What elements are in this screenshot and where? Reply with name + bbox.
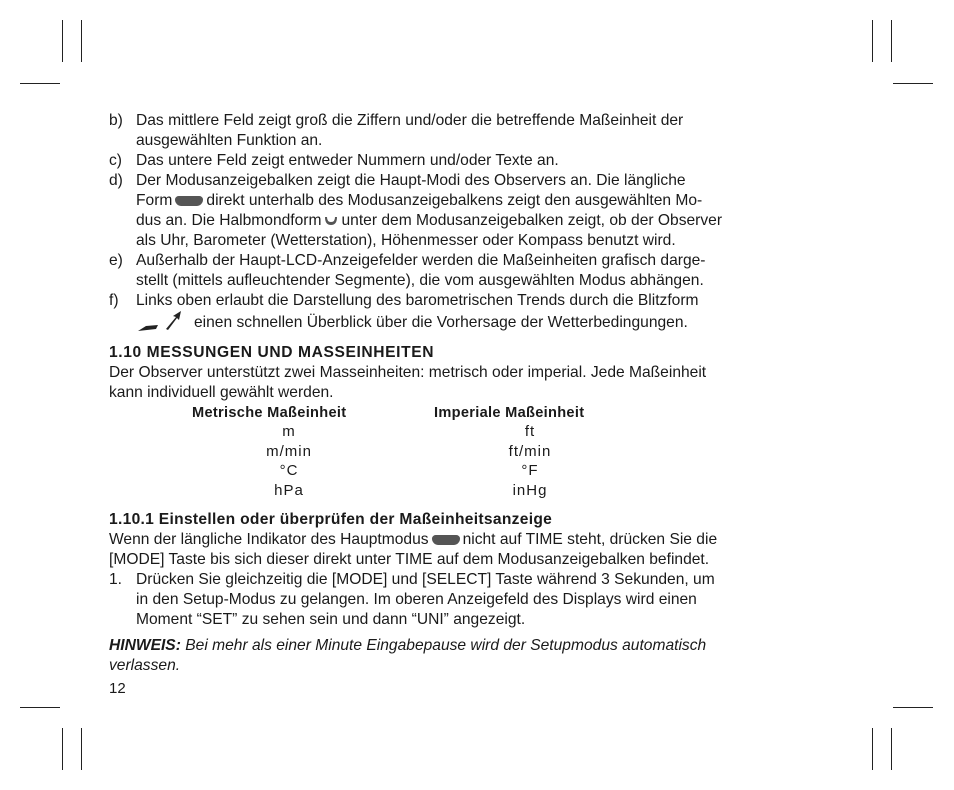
text-line: als Uhr, Barometer (Wetterstation), Höhenmesser oder Kompass benutzt wird. <box>136 232 676 249</box>
section-title: 1.10 MESSUNGEN UND MASSEINHEITEN <box>109 344 435 361</box>
crop-mark <box>62 728 63 770</box>
step-item-1 <box>109 570 806 630</box>
text-span: nicht auf TIME steht, drücken Sie die <box>462 531 718 548</box>
text-line: Außerhalb der Haupt-LCD-Anzeigefelder werden die Maßeinheiten grafisch darge- <box>136 252 706 269</box>
note-line <box>109 636 806 656</box>
text-span: Form <box>136 192 173 209</box>
text-line: Links oben erlaubt die Darstellung des barometrischen Trends durch die Blitzform <box>136 292 699 309</box>
text-line: Moment “SET” zu sehen sein und dann “UNI” angezeigt. <box>136 611 526 628</box>
note-line: verlassen. <box>109 657 181 674</box>
mode-indicator-pill-icon <box>432 535 460 545</box>
paragraph-line <box>109 530 806 550</box>
text-span: dus an. Die Halbmondform <box>136 212 322 229</box>
paragraph-line: kann individuell gewählt werden. <box>109 384 334 401</box>
imperial-column <box>470 422 590 500</box>
crop-mark <box>891 728 892 770</box>
crop-mark <box>81 728 82 770</box>
text-line: in den Setup-Modus zu gelangen. Im oberen Anzeigefeld des Displays wird einen <box>136 591 697 608</box>
crop-mark <box>893 707 933 708</box>
metric-header: Metrische Maßeinheit <box>192 405 347 421</box>
barometric-trend-arrow-icon <box>136 311 188 333</box>
crop-mark <box>20 707 60 708</box>
crop-mark <box>62 20 63 62</box>
mode-indicator-pill-icon <box>175 196 203 206</box>
list-item-b <box>109 111 806 151</box>
list-item-f <box>109 291 806 333</box>
metric-unit: m <box>282 423 296 440</box>
imperial-unit: °F <box>521 462 539 479</box>
text-line: Das mittlere Feld zeigt groß die Ziffern und/oder die betreffende Maßeinheit der <box>136 112 684 129</box>
imperial-unit: ft/min <box>508 442 552 460</box>
text-line: Der Modusanzeigebalken zeigt die Haupt-Modi des Observers an. Die längliche <box>136 172 686 189</box>
half-moon-icon <box>324 216 338 226</box>
metric-column <box>229 422 349 500</box>
text-line <box>136 311 806 333</box>
page-number: 12 <box>109 680 126 697</box>
text-line: ausgewählten Funktion an. <box>136 132 323 149</box>
crop-mark <box>872 728 873 770</box>
paragraph-line: Der Observer unterstützt zwei Masseinheiten: metrisch oder imperial. Jede Maßeinheit <box>109 364 707 381</box>
text-line: Drücken Sie gleichzeitig die [MODE] und [SELECT] Taste während 3 Sekunden, um <box>136 571 715 588</box>
metric-unit: m/min <box>266 442 312 460</box>
list-label: d) <box>109 172 123 189</box>
text-span: Wenn der längliche Indikator des Hauptmodus <box>109 531 429 548</box>
imperial-unit: ft <box>524 423 536 440</box>
subsection-title: 1.10.1 Einstellen oder überprüfen der Maßeinheitsanzeige <box>109 511 553 528</box>
note-text: Bei mehr als einer Minute Eingabepause wird der Setupmodus automatisch <box>185 637 707 654</box>
units-table <box>109 403 806 499</box>
text-line <box>136 191 806 211</box>
imperial-unit: inHg <box>512 481 548 499</box>
list-item-e <box>109 251 806 291</box>
list-label: e) <box>109 252 123 269</box>
imperial-header: Imperiale Maßeinheit <box>434 405 585 421</box>
text-span: unter dem Modusanzeigebalken zeigt, ob der Observer <box>341 212 723 229</box>
crop-mark <box>872 20 873 62</box>
list-label: c) <box>109 152 122 169</box>
metric-unit: hPa <box>274 481 304 499</box>
page-content <box>109 111 806 676</box>
note-block <box>109 636 806 676</box>
text-span: direkt unterhalb des Modusanzeigebalkens zeigt den ausgewählten Mo- <box>206 192 703 209</box>
crop-mark <box>20 83 60 84</box>
metric-unit: °C <box>279 462 299 479</box>
list-label: b) <box>109 112 123 129</box>
crop-mark <box>81 20 82 62</box>
text-line: Das untere Feld zeigt entweder Nummern und/oder Texte an. <box>136 152 559 169</box>
text-span: einen schnellen Überblick über die Vorhersage der Wetterbedingungen. <box>194 314 688 331</box>
crop-mark <box>891 20 892 62</box>
paragraph-line: [MODE] Taste bis sich dieser direkt unter TIME auf dem Modusanzeigebalken befindet. <box>109 551 710 568</box>
text-line: stellt (mittels aufleuchtender Segmente), die vom ausgewählten Modus abhängen. <box>136 272 704 289</box>
text-line <box>136 211 806 231</box>
step-label: 1. <box>109 571 123 588</box>
crop-mark <box>893 83 933 84</box>
list-item-d <box>109 171 806 251</box>
list-item-c <box>109 151 806 171</box>
list-label: f) <box>109 292 119 309</box>
note-keyword: HINWEIS: <box>109 637 181 654</box>
